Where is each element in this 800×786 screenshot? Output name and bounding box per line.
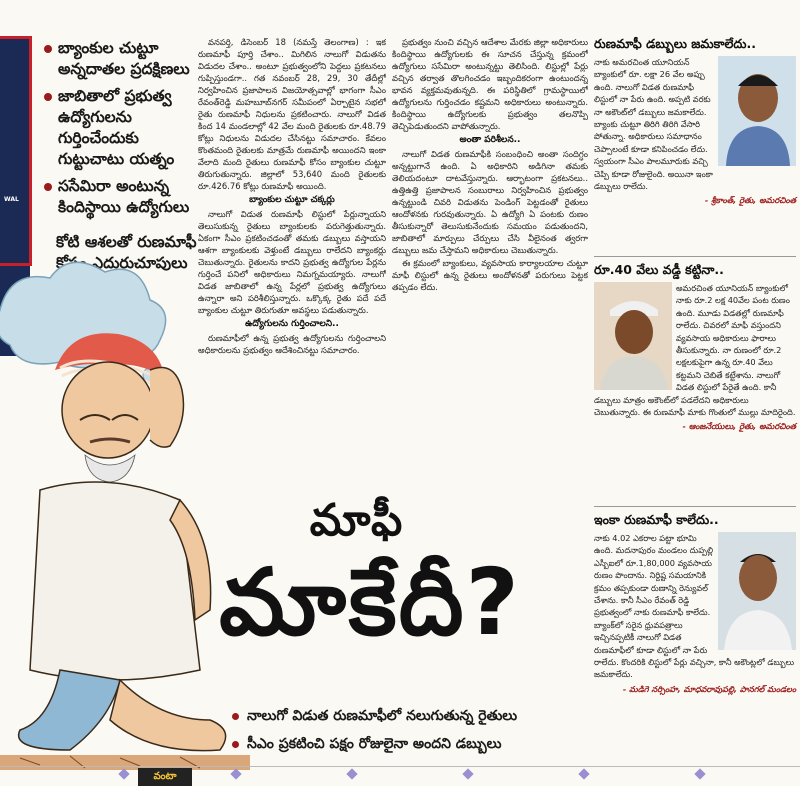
article-column-2 [392,36,588,506]
highlight-item: బ్యాంకుల చుట్టూ అన్నదాతల ప్రదక్షిణలు [44,38,202,80]
quote-text: నాకు 4.02 ఎకరాల పట్టా భూమి ఉంది. మదనాపురం మండలం దుప్పల్లి ఎస్బీఐలో రూ.1,80,000 వ్యవసాయ రుణం పొందాను. నిర్దిష్ట సమయానికి క్రమం తప్పకుండా రుణాన్ని రెన్యువల్ చేశాను. కానీ సీఎం రేవంత్ రెడ్డి ప్రభుత్వంలో నాకు రుణమాఫీ కాలేదు. బ్యాంక్‌లో సరైన ధ్రువపత్రాలు ఇచ్చినప్పటికీ నాలుగో విడత రుణమాఫీలో కూడా లిస్టులో నా పేరు రాలేదు. కొందరికి లిస్టులో పేర్లు వచ్చినా, కానీ అకౌంట్లలో డబ్బులు జమకాలేదు. [594,533,795,680]
article-paragraph: ప్రభుత్వం నుంచి వచ్చిన ఆదేశాల మేరకు జిల్లా అధికారులు కిందిస్థాయి ఉద్యోగులకు ఈ సూచన చేస్తున్న క్రమంలో ఉద్యోగులు ససేమిరా అంటున్నట్టు తెలిసింది. లిస్టుల్లో పేర్లు వచ్చిన తర్వాత తొలగించడం ఇబ్బందికరంగా ఉంటుందన్న భావన వ్యక్తమవుతున్నది. ఈ పరిస్థితిలో గ్రామస్థాయిలో ఉద్యోగులను గుర్తించడం కష్టమని అధికారులు అంటున్నారు. కిందిస్థాయి ఉద్యోగులకు ప్రభుత్వం తలనొప్పి తెచ్చిపెడుతుందని వాపోతున్నారు. [392,37,588,131]
headline-line-2: మాకేదీ? [219,549,521,656]
farmer-photo [594,282,672,390]
article-column-1 [198,36,386,506]
sub-highlight-text: కోటి ఆశలతో రుణమాఫీ కోసం ఎదురుచూపులు [56,233,197,272]
farmer-photo [718,56,796,166]
highlight-item: ససేమిరా అంటున్న కిందిస్థాయి ఉద్యోగులు [44,176,202,218]
quote-title: ఇంకా రుణమాఫీ కాలేదు.. [594,512,719,527]
article-paragraph: ఈ క్రమంలో బ్యాంకులు, వ్యవసాయ కార్యాలయాల చుట్టూ మాఫీ లిస్టులో ఉన్న రైతులు అందోళనతో పరుగులు పెట్టక తప్పడం లేదు. [392,258,588,292]
article-paragraph: నాలుగో విడత రుణమాఫీకి సంబంధించి అంతా సందిగ్ధం అన్నట్టుగానే ఉంది. ఏ అధికారిని అడిగినా తమకు తెలియదంటూ దాటవేస్తున్నారు. ఆర్భాటంగా ప్రకటనలు.. ఉత్తిఉత్తి ప్రజాపాలన సంబురాలు నిర్వహించిన ప్రభుత్వం ఉన్నట్టుండి చివరి విడుతను పెండింగ్ పెట్టడంతో రైతులు ఆందోళనకు గురవుతున్నారు. ఏ ఉద్యోగి ఏ పంటకు రుణం తీసుకున్నారో తెలుసుకునేందుకు సమయం పడుతుందని, జాబితాలో మార్పులు చేర్పులు చేసి వీలైనంత త్వరగా డబ్బులు జమ చేస్తామని అధికారులు చెబుతున్నారు. [392,149,588,255]
highlight-item: జాబితాలో ప్రభుత్వ ఉద్యోగులను గుర్తించేందుకు గుట్టుచాటు యత్నం [44,86,202,170]
edge-frame [0,36,32,266]
deck-line: నాలుగో విడుత రుణమాఫీలో నలుగుతున్న రైతులు [232,706,592,726]
divider [594,256,796,257]
quote-text: అమరచింత యూనియన్ బ్యాంకులో నాకు రూ.2 లక్ష 40వేల పంట రుణం ఉంది. మూడు విడతల్లో రుణమాఫీ రాలేదు. చివరలో మాఫీ వస్తుందని వ్యవసాయ అధికారులు ఫారాలు తీసుకున్నారు. నా రుణంలో రూ.2 లక్షలకుపైగా ఉన్న రూ.40 వేలు కట్టమని చెబితే కట్టేశాను. నాలుగో విడత లిస్టులో పేరైతే ఉంది. కానీ డబ్బులు మాత్రం అకౌంట్‌లో పడలేదని అధికారులు చెబుతున్నారు. ఈ రుణమాఫీ మాకు గొంతులో ముల్లు మాదిరైంది. [594,283,796,418]
quote-signature: - శ్రీకాంత్, రైతు, అమరచింత [704,195,796,206]
article-subheading: అంతా పరిశీలన.. [459,135,521,145]
deck-line: సీఎం ప్రకటించి పక్షం రోజులైనా అందని డబ్బులు [232,734,592,754]
quote-signature: - మడిగె నర్సింహ, మాధవరావుపల్లి, పానగల్ మండలం [622,683,796,694]
edge-text: WAL [4,196,19,203]
article-subheading: బ్యాంకుల చుట్టూ చక్కర్లు [249,195,335,205]
quote-title: రూ.40 వేలు వడ్డీ కట్టినా.. [594,262,724,277]
quote-signature: - ఆంజనేయులు, రైతు, అమరచింత [682,421,796,432]
article-paragraph: నాలుగో విడుత రుణమాఫీ లిస్టులో పేర్లున్నాయని తెలుసుకున్న రైతులు బ్యాంకులకు పరుగెత్తుతున్నారు. ఏకంగా సీఎం ప్రకటించడంతో తమకు డబ్బులు వస్తాయని ఆశగా బ్యాంకులకు వెళ్తుంటే డబ్బులు రాలేదని బ్యాంకర్లు చెబుతున్నారు. రైతులను కాదని ప్రభుత్వ ఉద్యోగుల పేర్లను గుర్తించే పనిలో అధికారులు నిమగ్నమయ్యారు. నాలుగో విడత జాబితాలో ఉన్న పేర్లలో ప్రభుత్వ ఉద్యోగులు ఉన్నారా అని పరిశీలిస్తున్నారు. ఒక్కొక్క రైతు పదే పదే బ్యాంకుల చుట్టూ తిరుగుతూ అవస్థలు పడుతున్నారు. [198,209,386,315]
farmer-photo [718,532,796,650]
divider [594,506,796,507]
bottom-tab: వంటా [138,768,192,786]
highlights-list [44,38,202,224]
article-paragraph: రుణమాఫీలో ఉన్న ప్రభుత్వ ఉద్యోగులను గుర్తించాలని అధికారులను ప్రభుత్వం ఆదేశించినట్టు సమాచారం. [198,333,386,355]
quote-title: రుణమాఫీ డబ్బులు జమకాలేదు.. [594,36,756,51]
article-subheading: ఉద్యోగులను గుర్తించాలని.. [245,319,339,329]
farmer-quote-1 [594,36,796,206]
quote-text: నాకు అమరచింత యూనియన్ బ్యాంకులో రూ. లక్షా 26 వేల అప్పు ఉంది. నాలుగో విడత రుణమాఫీ లిస్టులో నా పేరు ఉంది. అప్పటి వరకు నా అకౌంట్‌లో డబ్బులు జమకాలేదు. బ్యాంకు చుట్టూ తిరిగి తిరిగి వేసారి పోతున్నా. అధికారులు సమాధానం చెప్పాలంటే కూడా కనిపించడం లేదు. స్వయంగా సీఎం పాలమూరుకు వచ్చి చెప్పి కూడా రోజులైంది. అయినా ఇంకా డబ్బులు రాలేదు. [594,57,713,192]
headline-line-1: మాఫీ [309,495,405,546]
farmer-quote-2 [594,262,796,432]
article-paragraph: వనపర్తి, డిసెంబర్ 18 (నమస్తే తెలంగాణ) : ఇక రుణమాఫీ పూర్తి చేశాం.. మిగిలిన నాలుగో విడుతను విడుదల చేశాం.. అంటూ ప్రభుత్వంలోని పెద్దలు ప్రకటనలు గుప్పిస్తుండగా.. గత నవంబర్ 28, 29, 30 తేదీల్లో నిర్వహించిన ప్రజాపాలన విజయోత్సవాల్లో భాగంగా సీఎం రేవంత్‌రెడ్డి మహబూబ్‌నగర్ సమీపంలో ఏర్పాటైన సభలో రైతు రుణమాఫీ నిధులను ప్రకటించారు. నాలుగో విడత కింద 14 మండలాల్లో 42 వేల మంది రైతులకు రూ.48.79 కోట్లు నిధులను విడుదల చేసినట్టు సమాచారం. కేవలం కొంతమంది రైతులకు మాత్రమే రుణమాఫీ అయిందని ఇంకా వేలాది మంది రైతులు రుణమాఫీ కోసం బ్యాంకుల చుట్టూ తిరుగుతున్నారు. జిల్లాలో 53,640 మంది రైతులకు రూ.426.76 కోట్లు రుణమాఫీ అయింది. [198,37,386,191]
farmer-quote-3 [594,512,796,695]
